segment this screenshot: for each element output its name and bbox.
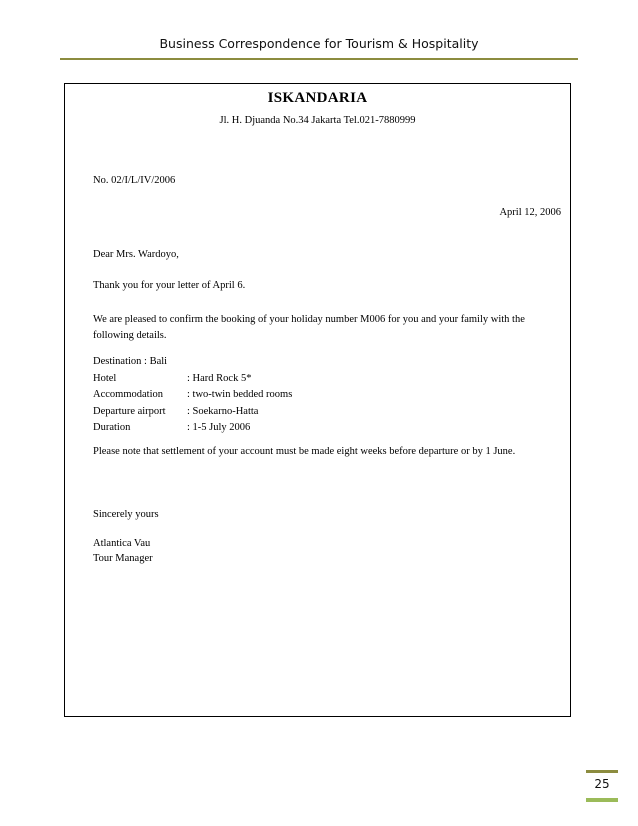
detail-row-departure-airport [93, 406, 292, 423]
detail-value: : 1-5 July 2006 [187, 422, 251, 433]
letter-paragraph-1: Thank you for your letter of April 6. [93, 280, 246, 291]
signature-name: Atlantica Vau [93, 538, 151, 549]
letter-salutation: Dear Mrs. Wardoyo, [93, 249, 179, 260]
letter-paragraph-2: We are pleased to confirm the booking of your holiday number M006 for you and your family with the following details. [93, 314, 525, 341]
detail-label: Duration [93, 422, 131, 433]
signature-title: Tour Manager [93, 553, 153, 564]
page-number: 25 [594, 777, 610, 791]
detail-value: : Soekarno-Hatta [187, 405, 259, 417]
detail-row-hotel [93, 373, 292, 390]
booking-details [93, 356, 292, 439]
company-name: ISKANDARIA [267, 90, 368, 106]
detail-row-destination [93, 356, 292, 373]
letter-reference-number: No. 02/I/L/IV/2006 [93, 175, 176, 186]
detail-row-accommodation [93, 389, 292, 406]
detail-value: : two-twin bedded rooms [187, 389, 293, 400]
company-address: Jl. H. Djuanda No.34 Jakarta Tel.021-7880999 [219, 115, 416, 126]
detail-label: Destination : Bali [93, 356, 168, 367]
letter-date: April 12, 2006 [499, 207, 561, 218]
letter-paragraph-3: Please note that settlement of your account must be made eight weeks before departure or by 1 June. [93, 446, 516, 457]
letter-frame [64, 83, 571, 717]
detail-value: : Hard Rock 5* [187, 372, 252, 384]
detail-label: Departure airport [93, 405, 166, 417]
page-header-title: Business Correspondence for Tourism & Hospitality [159, 36, 479, 51]
detail-label: Hotel [93, 372, 117, 384]
header-divider [60, 58, 578, 60]
letter-closing: Sincerely yours [93, 509, 159, 520]
detail-label: Accommodation [93, 389, 163, 400]
page-number-underline [586, 798, 618, 802]
page-number-top-rule [586, 770, 618, 773]
detail-row-duration [93, 422, 292, 439]
